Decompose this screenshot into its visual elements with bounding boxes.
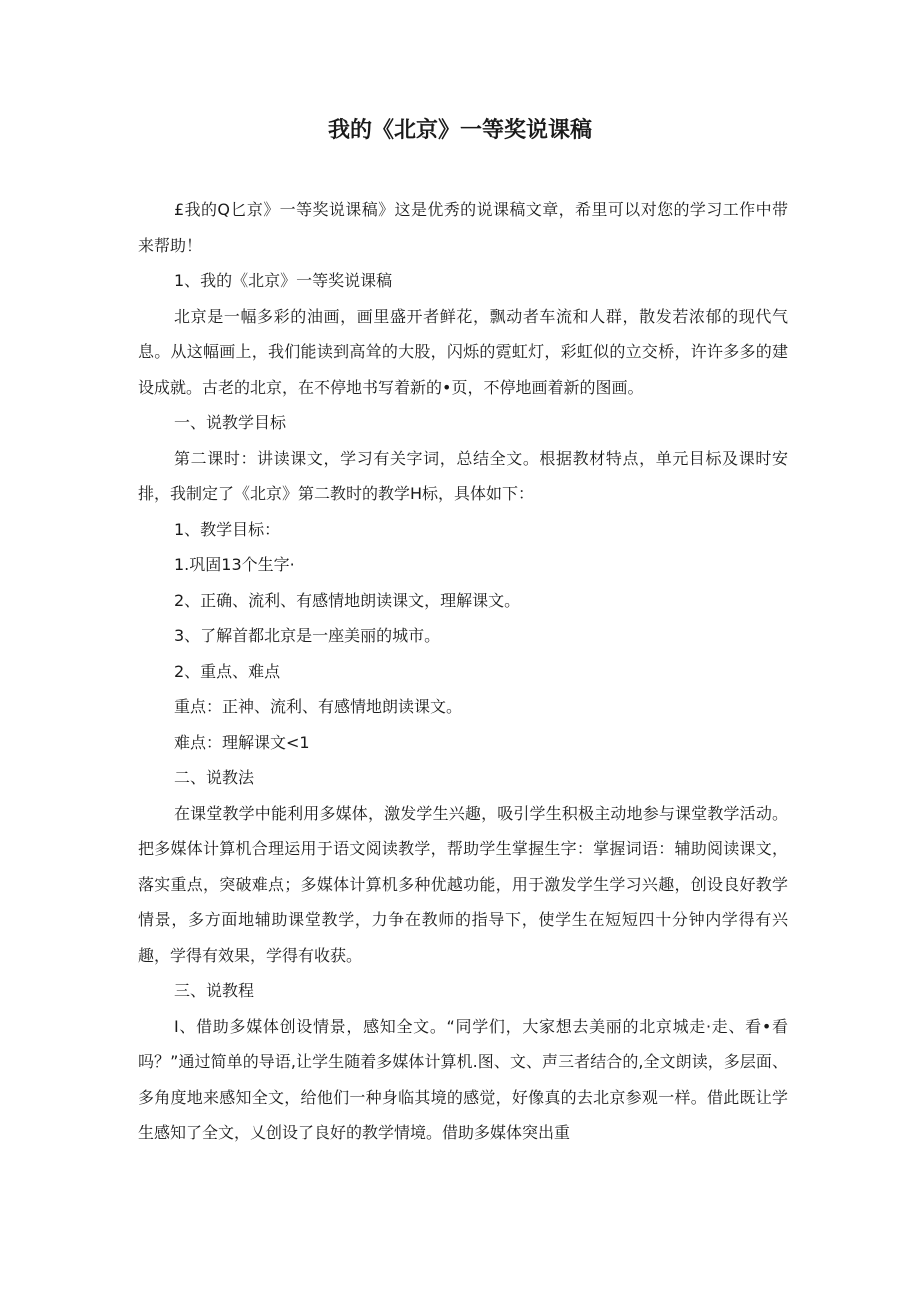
paragraph: 北京是一幅多彩的油画，画里盛开者鲜花，飘动者车流和人群，散发若浓郁的现代气息。从这幅画上，我们能读到高耸的大股，闪烁的霓虹灯，彩虹似的立交桥，许许多多的建设成就。古老的北京，在不停地书写着新的•页，不停地画着新的图画。: [138, 306, 788, 397]
list-item: 难点：理解课文<1: [174, 732, 310, 752]
section-heading: 二、说教法: [174, 768, 255, 787]
paragraph: 第二课时：讲读课文，学习有关字词，总结全文。根据教材特点，单元目标及课时安排，我制定了《北京》第二教时的教学H标，具体如下：: [138, 448, 788, 503]
document-title: 我的《北京》一等奖说课稿: [327, 118, 592, 143]
intro-paragraph: £我的Q匕京》一等奖说课稿》这是优秀的说课稿文章，希里可以对您的学习工作中带来帮助！: [138, 200, 788, 255]
paragraph: 在课堂教学中能利用多媒体，激发学生兴趣，吸引学生积极主动地参与课堂教学活动。把多媒体计算机合理运用于语文阅读教学，帮助学生掌握生字：掌握词语：辅助阅读课文，落实重点，突破难点；多媒体计算机多种优越功能，用于激发学生学习兴趣，创设良好教学情景，多方面地辅助课堂教学，力争在教师的指导下，使学生在短短四十分钟内学得有兴趣，学得有效果，学得有收获。: [138, 803, 788, 965]
list-item: 2、正确、流利、有感情地朗读课文，理解课文。: [174, 590, 521, 610]
paragraph: I、借助多媒体创设情景，感知全文。“同学们，大家想去美丽的北京城走·走、看•看吗？”通过简单的导语,让学生随着多媒体计算机.图、文、声三者结合的,全文朗读，多层面、多角度地来感知全文，给他们一种身临其境的感觉，好像真的去北京参观一样。借此既让学生感知了全文，乂创设了良好的教学情境。借助多媒体突出重: [138, 1016, 788, 1142]
list-item: 重点：正神、流利、有感情地朗读课文。: [174, 697, 463, 716]
document-body: [138, 192, 788, 1151]
list-item: 1.巩固13个生字·: [174, 555, 295, 574]
section-heading: 1、我的《北京》一等奖说课稿: [174, 271, 393, 290]
section-heading: 一、说教学目标: [174, 413, 287, 432]
section-heading: 三、说教程: [174, 981, 255, 1000]
subheading: 1、教学目标：: [174, 519, 281, 539]
subheading: 2、重点、难点: [174, 661, 281, 681]
list-item: 3、了解首都北京是一座美丽的城市。: [174, 626, 441, 645]
